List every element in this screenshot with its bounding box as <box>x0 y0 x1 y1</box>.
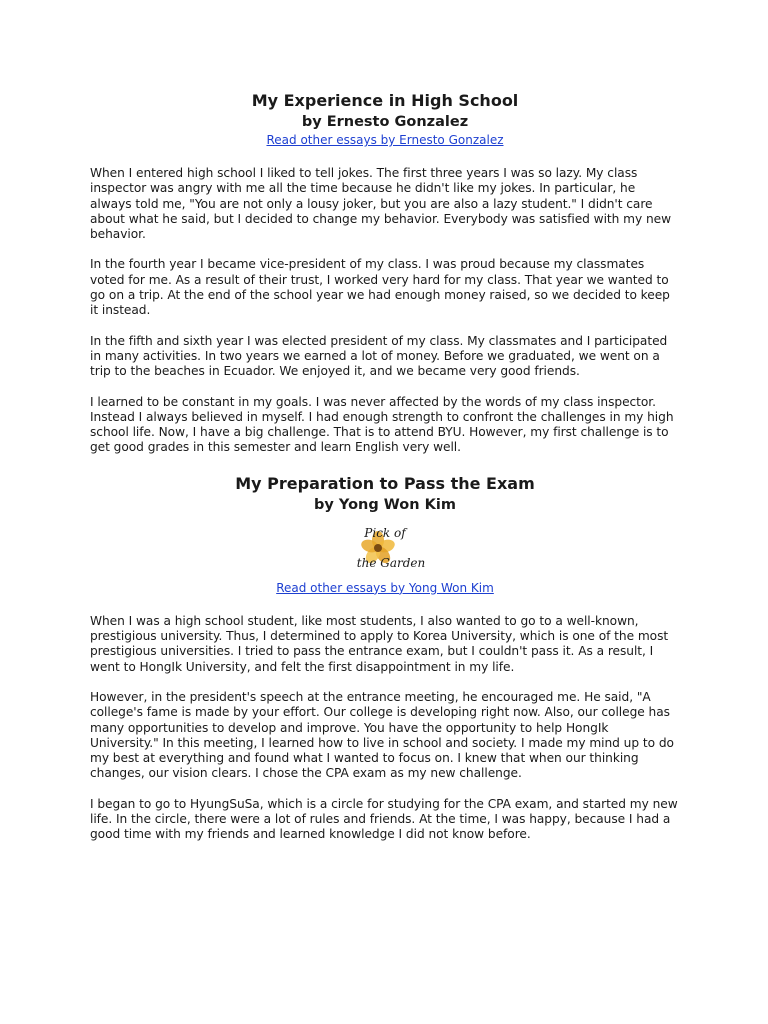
essay-2-title: My Preparation to Pass the Exam <box>235 473 535 493</box>
essay-2-author-link[interactable]: Read other essays by Yong Won Kim <box>276 580 494 595</box>
essay-1-paragraph-2: In the fourth year I became vice-president of my class. I was proud because my classmates voted for me. As a result of their trust, I worked very hard for my class. That year we wanted to go on a trip. At the end of the school year we had enough money raised, so we decided to keep it instead. <box>90 257 670 318</box>
essay-1-paragraph-3: In the fifth and sixth year I was elected president of my class. My classmates and I participated in many activities. In two years we earned a lot of money. Before we graduated, we went on a trip to the beaches in Ecuador. We enjoyed it, and we became very good friends. <box>90 333 668 379</box>
badge-line-2: the Garden <box>356 555 425 570</box>
essay-1-paragraph-4: I learned to be constant in my goals. I was never affected by the words of my class inspector. Instead I always believed in myself. I had enough strength to confront the challenges in my high school life. Now, I have a big challenge. That is to attend BYU. However, my first challenge is to get good grades in this semester and learn English very well. <box>90 394 674 455</box>
essay-2-paragraph-3: I began to go to HyungSuSa, which is a circle for studying for the CPA exam, and started my new life. In the circle, there were a lot of rules and friends. At the time, I was happy, because I had a good time with my friends and learned knowledge I did not know before. <box>90 796 678 842</box>
essay-1-author-link[interactable]: Read other essays by Ernesto Gonzalez <box>266 133 504 147</box>
essay-2-author: by Yong Won Kim <box>314 496 456 513</box>
badge-line-1: Pick of <box>364 525 406 540</box>
pick-of-the-garden-badge <box>90 521 680 576</box>
essay-2-paragraph-2: However, in the president's speech at the entrance meeting, he encouraged me. He said, "A college's fame is made by your effort. Our college is developing right now. Also, our college has many opportunities to develop and improve. You have the opportunity to help HongIk University." In this meeting, I learned how to live in school and society. I made my mind up to do my best at everything and found what I wanted to focus on. I knew that when our thinking changes, our vision clears. I chose the CPA exam as my new challenge. <box>90 689 674 781</box>
essay-2-paragraph-1: When I was a high school student, like most students, I also wanted to go to a well-known, prestigious university. Thus, I determined to apply to Korea University, which is one of the most prestigious universities. I tried to pass the entrance exam, but I couldn't pass it. As a result, I went to HongIk University, and felt the first disappointment in my life. <box>90 613 669 674</box>
flower-icon <box>345 521 425 576</box>
essay-1-paragraph-1: When I entered high school I liked to tell jokes. The first three years I was so lazy. My class inspector was angry with me all the time because he didn't like my jokes. In particular, he always told me, "You are not only a lousy joker, but you are also a lazy student." I didn't care about what he said, but I decided to change my behavior. Everybody was satisfied with my new behavior. <box>90 166 672 242</box>
essay-1-author: by Ernesto Gonzalez <box>301 114 469 130</box>
document-page <box>90 90 680 843</box>
essay-1-title: My Experience in High School <box>251 91 519 110</box>
